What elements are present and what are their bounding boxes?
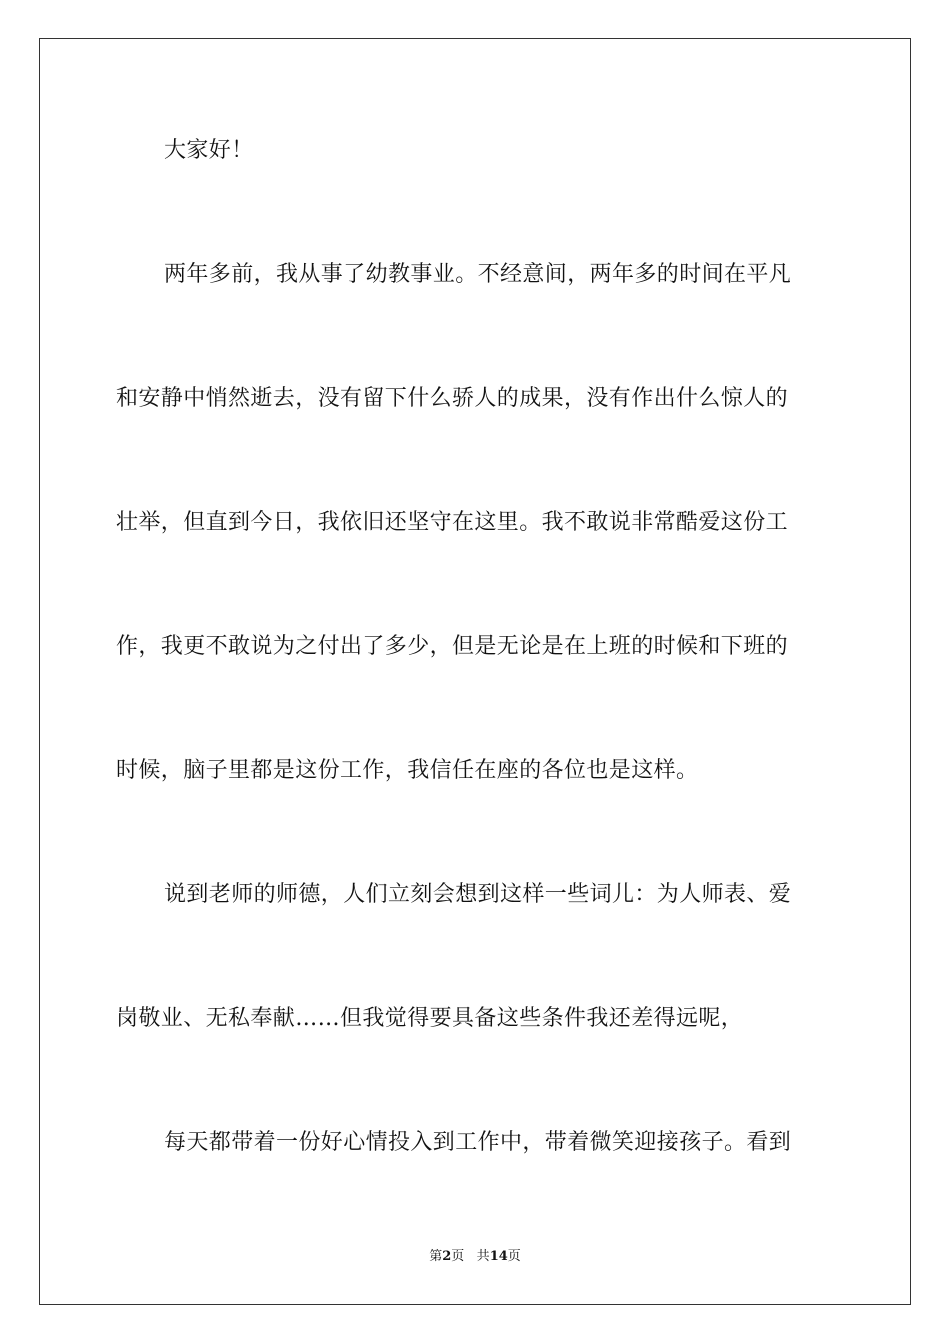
total-suffix: 页 [507,1249,521,1264]
page-frame [39,38,911,1305]
paragraph-line: 岗敬业、无私奉献……但我觉得要具备这些条件我还差得远呢， [116,1006,744,1031]
total-prefix: 共 [476,1249,490,1264]
paragraph-line: 作，我更不敢说为之付出了多少，但是无论是在上班的时候和下班的 [116,634,789,659]
paragraph-line: 和安静中悄然逝去，没有留下什么骄人的成果，没有作出什么惊人的 [116,386,789,411]
page-suffix: 页 [451,1249,465,1264]
paragraph-line: 两年多前，我从事了幼教事业。不经意间，两年多的时间在平凡 [164,262,792,287]
paragraph-line: 时候，脑子里都是这份工作，我信任在座的各位也是这样。 [116,758,699,783]
paragraph-line: 壮举，但直到今日，我依旧还坚守在这里。我不敢说非常酷爱这份工 [116,510,789,535]
paragraph-line: 说到老师的师德，人们立刻会想到这样一些词儿：为人师表、爱 [164,882,792,907]
total-pages: 14 [489,1249,508,1264]
page-footer [0,1248,950,1266]
paragraph-line: 每天都带着一份好心情投入到工作中，带着微笑迎接孩子。看到 [164,1130,792,1155]
page-number: 2 [442,1249,452,1264]
page-prefix: 第 [429,1249,443,1264]
greeting-line: 大家好！ [164,138,254,163]
